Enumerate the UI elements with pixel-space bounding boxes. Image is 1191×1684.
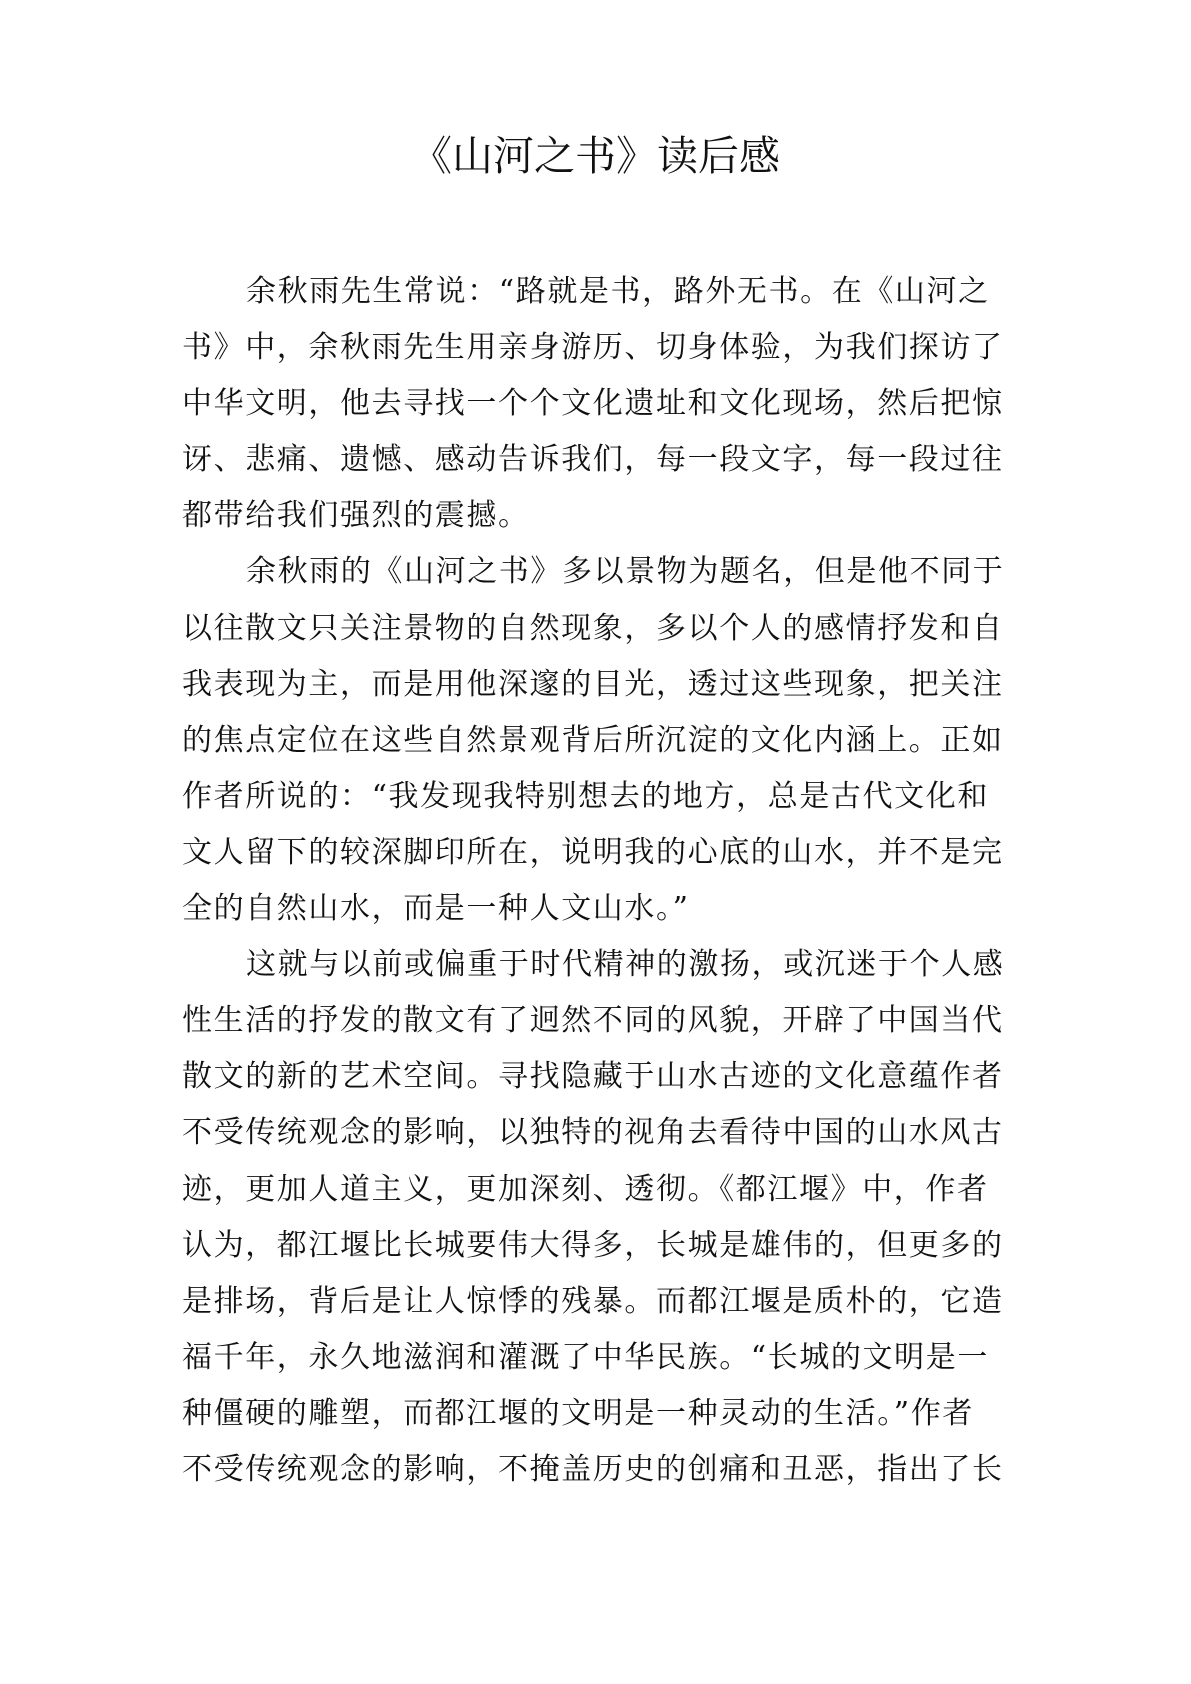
paragraph-line: 都带给我们强烈的震撼。 bbox=[182, 498, 530, 534]
paragraph-line: 种僵硬的雕塑，而都江堰的文明是一种灵动的生活。”作者 bbox=[182, 1395, 974, 1431]
paragraph-line: 迹，更加人道主义，更加深刻、透彻。《都江堰》中，作者 bbox=[182, 1171, 989, 1207]
paragraph-line: 我表现为主，而是用他深邃的目光，透过这些现象，把关注 bbox=[182, 666, 1004, 702]
paragraph-line: 是排场，背后是让人惊悸的残暴。而都江堰是质朴的，它造 bbox=[182, 1283, 1004, 1319]
paragraph-line: 不受传统观念的影响，以独特的视角去看待中国的山水风古 bbox=[182, 1115, 1004, 1151]
paragraph-line: 中华文明，他去寻找一个个文化遗址和文化现场，然后把惊 bbox=[182, 386, 1004, 422]
paragraph-line: 的焦点定位在这些自然景观背后所沉淀的文化内涵上。正如 bbox=[182, 722, 1004, 758]
paragraph-line: 不受传统观念的影响，不掩盖历史的创痛和丑恶，指出了长 bbox=[182, 1451, 1004, 1487]
document-title: 《山河之书》读后感 bbox=[411, 132, 780, 180]
paragraph-line: 全的自然山水，而是一种人文山水。” bbox=[182, 891, 690, 927]
paragraph-line: 以往散文只关注景物的自然现象，多以个人的感情抒发和自 bbox=[182, 610, 1004, 646]
paragraph-line: 作者所说的：“我发现我特别想去的地方，总是古代文化和 bbox=[182, 778, 989, 814]
paragraph-line: 讶、悲痛、遗憾、感动告诉我们，每一段文字，每一段过往 bbox=[182, 442, 1004, 478]
paragraph-line: 福千年，永久地滋润和灌溉了中华民族。“长城的文明是一 bbox=[182, 1339, 989, 1375]
paragraph-line: 这就与以前或偏重于时代精神的激扬，或沉迷于个人感 bbox=[246, 947, 1005, 983]
document-body bbox=[182, 264, 1022, 1498]
paragraph-line: 文人留下的较深脚印所在，说明我的心底的山水，并不是完 bbox=[182, 834, 1004, 870]
paragraph-line: 性生活的抒发的散文有了迥然不同的风貌，开辟了中国当代 bbox=[182, 1003, 1004, 1039]
paragraph-line: 散文的新的艺术空间。寻找隐藏于山水古迹的文化意蕴作者 bbox=[182, 1059, 1004, 1095]
paragraph-line: 书》中，余秋雨先生用亲身游历、切身体验，为我们探访了 bbox=[182, 330, 1004, 366]
paragraph-line: 余秋雨的《山河之书》多以景物为题名，但是他不同于 bbox=[246, 554, 1005, 590]
paragraph-line: 认为，都江堰比长城要伟大得多，长城是雄伟的，但更多的 bbox=[182, 1227, 1004, 1263]
paragraph-line: 余秋雨先生常说：“路就是书，路外无书。在《山河之 bbox=[246, 274, 990, 309]
